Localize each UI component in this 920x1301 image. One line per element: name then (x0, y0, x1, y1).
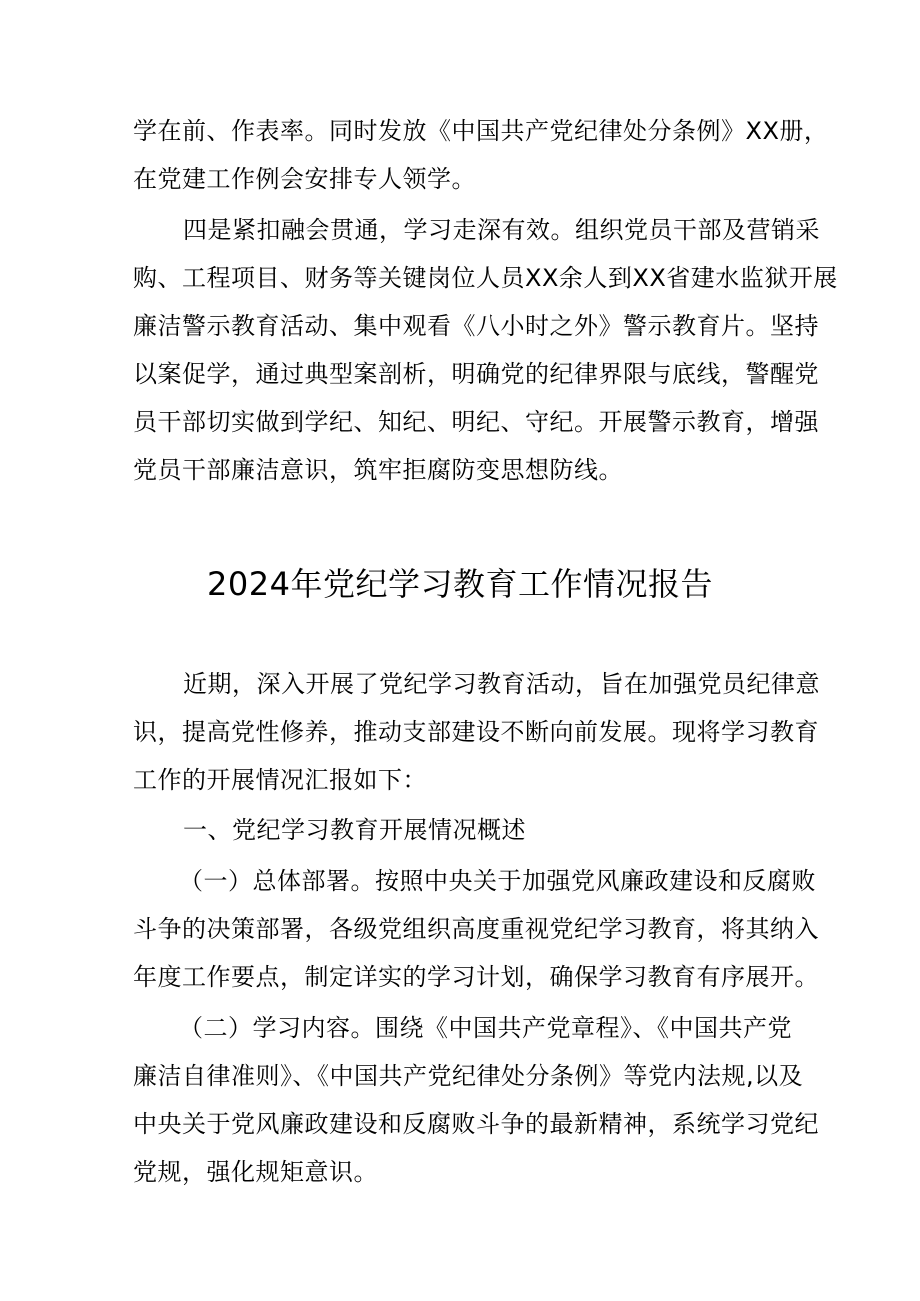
text-line: 购、工程项目、财务等关键岗位人员XX余人到XX省建水监狱开展 (133, 264, 838, 292)
paragraph-point-four (133, 206, 838, 494)
paragraph-continuation (133, 107, 829, 203)
text-line: 近期，深入开展了党纪学习教育活动，旨在加强党员纪律意 (183, 670, 820, 698)
text-line: 党规，强化规矩意识。 (133, 1158, 378, 1186)
text-line: 识，提高党性修养，推动支部建设不断向前发展。现将学习教育 (133, 718, 819, 746)
paragraph-item-one (133, 857, 819, 1001)
text-line: 中央关于党风廉政建设和反腐败斗争的最新精神，系统学习党纪 (133, 1110, 819, 1138)
text-line: （一）总体部署。按照中央关于加强党风廉政建设和反腐败 (179, 867, 816, 895)
text-line: 员干部切实做到学纪、知纪、明纪、守纪。开展警示教育，增强 (133, 408, 819, 436)
text-line: 以案促学，通过典型案剖析，明确党的纪律界限与底线，警醒党 (133, 360, 819, 388)
text-line: 廉洁自律准则》、《中国共产党纪律处分条例》等党内法规,以及 (133, 1062, 804, 1090)
text-line: 斗争的决策部署，各级党组织高度重视党纪学习教育，将其纳入 (133, 915, 819, 943)
report-title: 2024年党纪学习教育工作情况报告 (207, 565, 713, 603)
text-line: 四是紧扣融会贯通，学习走深有效。组织党员干部及营销采 (183, 216, 820, 244)
text-line: 学在前、作表率。同时发放《中国共产党纪律处分条例》XX册， (133, 117, 829, 145)
text-line: 廉洁警示教育活动、集中观看《八小时之外》警示教育片。坚持 (133, 312, 819, 340)
section-heading-text: 一、党纪学习教育开展情况概述 (183, 816, 526, 844)
text-line: 工作的开展情况汇报如下： (133, 766, 427, 794)
text-line: 在党建工作例会安排专人领学。 (133, 165, 476, 193)
paragraph-item-two (133, 1004, 819, 1196)
text-line: （二）学习内容。围绕《中国共产党章程》、《中国共产党 (179, 1014, 792, 1042)
text-line: 年度工作要点，制定详实的学习计划，确保学习教育有序展开。 (133, 963, 819, 991)
paragraph-intro (133, 660, 820, 804)
section-heading (133, 806, 793, 854)
text-line: 党员干部廉洁意识，筑牢拒腐防变思想防线。 (133, 456, 623, 484)
